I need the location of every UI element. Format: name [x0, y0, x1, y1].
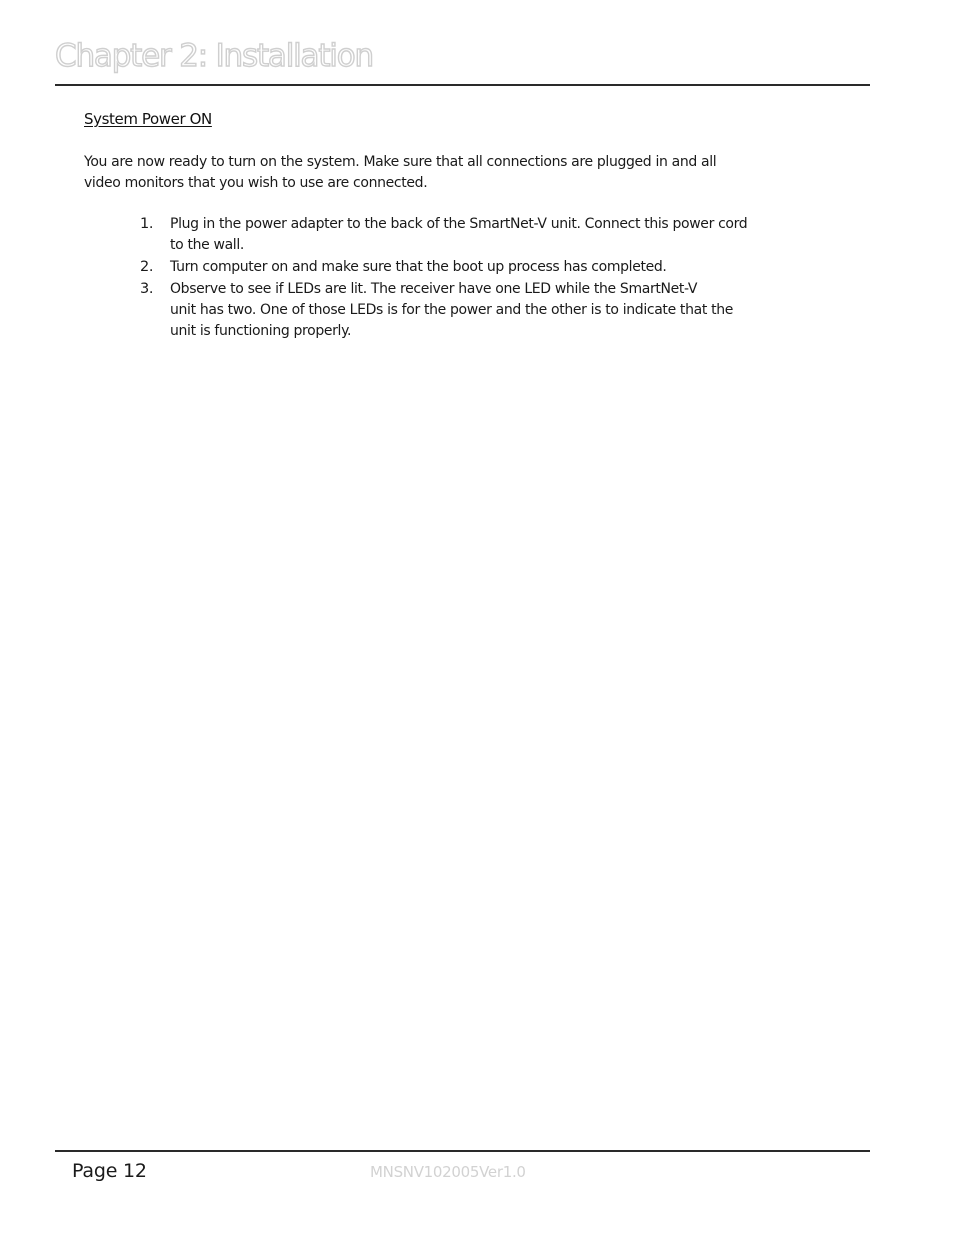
step-text-line: Observe to see if LEDs are lit. The receiver have one LED while the SmartNet-V	[170, 281, 698, 297]
footer-rule	[55, 1150, 870, 1152]
step-text-line: unit has two. One of those LEDs is for the power and the other is to indicate that the	[170, 302, 733, 318]
step-item	[140, 279, 840, 342]
document-code: MNSNV102005Ver1.0	[370, 1163, 526, 1181]
step-text-line: to the wall.	[170, 237, 244, 253]
steps-list	[140, 214, 840, 343]
step-number: 3.	[140, 281, 154, 297]
step-item	[140, 257, 840, 278]
section-heading: System Power ON	[84, 110, 212, 128]
intro-line: video monitors that you wish to use are connected.	[84, 175, 428, 191]
intro-line: You are now ready to turn on the system. Make sure that all connections are plugged in and all	[84, 154, 717, 170]
step-text-line: unit is functioning properly.	[170, 323, 352, 339]
chapter-title: Chapter 2: Installation	[55, 38, 373, 74]
step-item	[140, 214, 840, 256]
step-text-line: Plug in the power adapter to the back of the SmartNet-V unit. Connect this power cord	[170, 216, 748, 232]
step-number: 1.	[140, 216, 154, 232]
header-rule	[55, 84, 870, 86]
intro-paragraph	[84, 152, 844, 194]
step-number: 2.	[140, 259, 154, 275]
page-number: Page 12	[72, 1160, 147, 1182]
step-text-line: Turn computer on and make sure that the boot up process has completed.	[170, 259, 667, 275]
